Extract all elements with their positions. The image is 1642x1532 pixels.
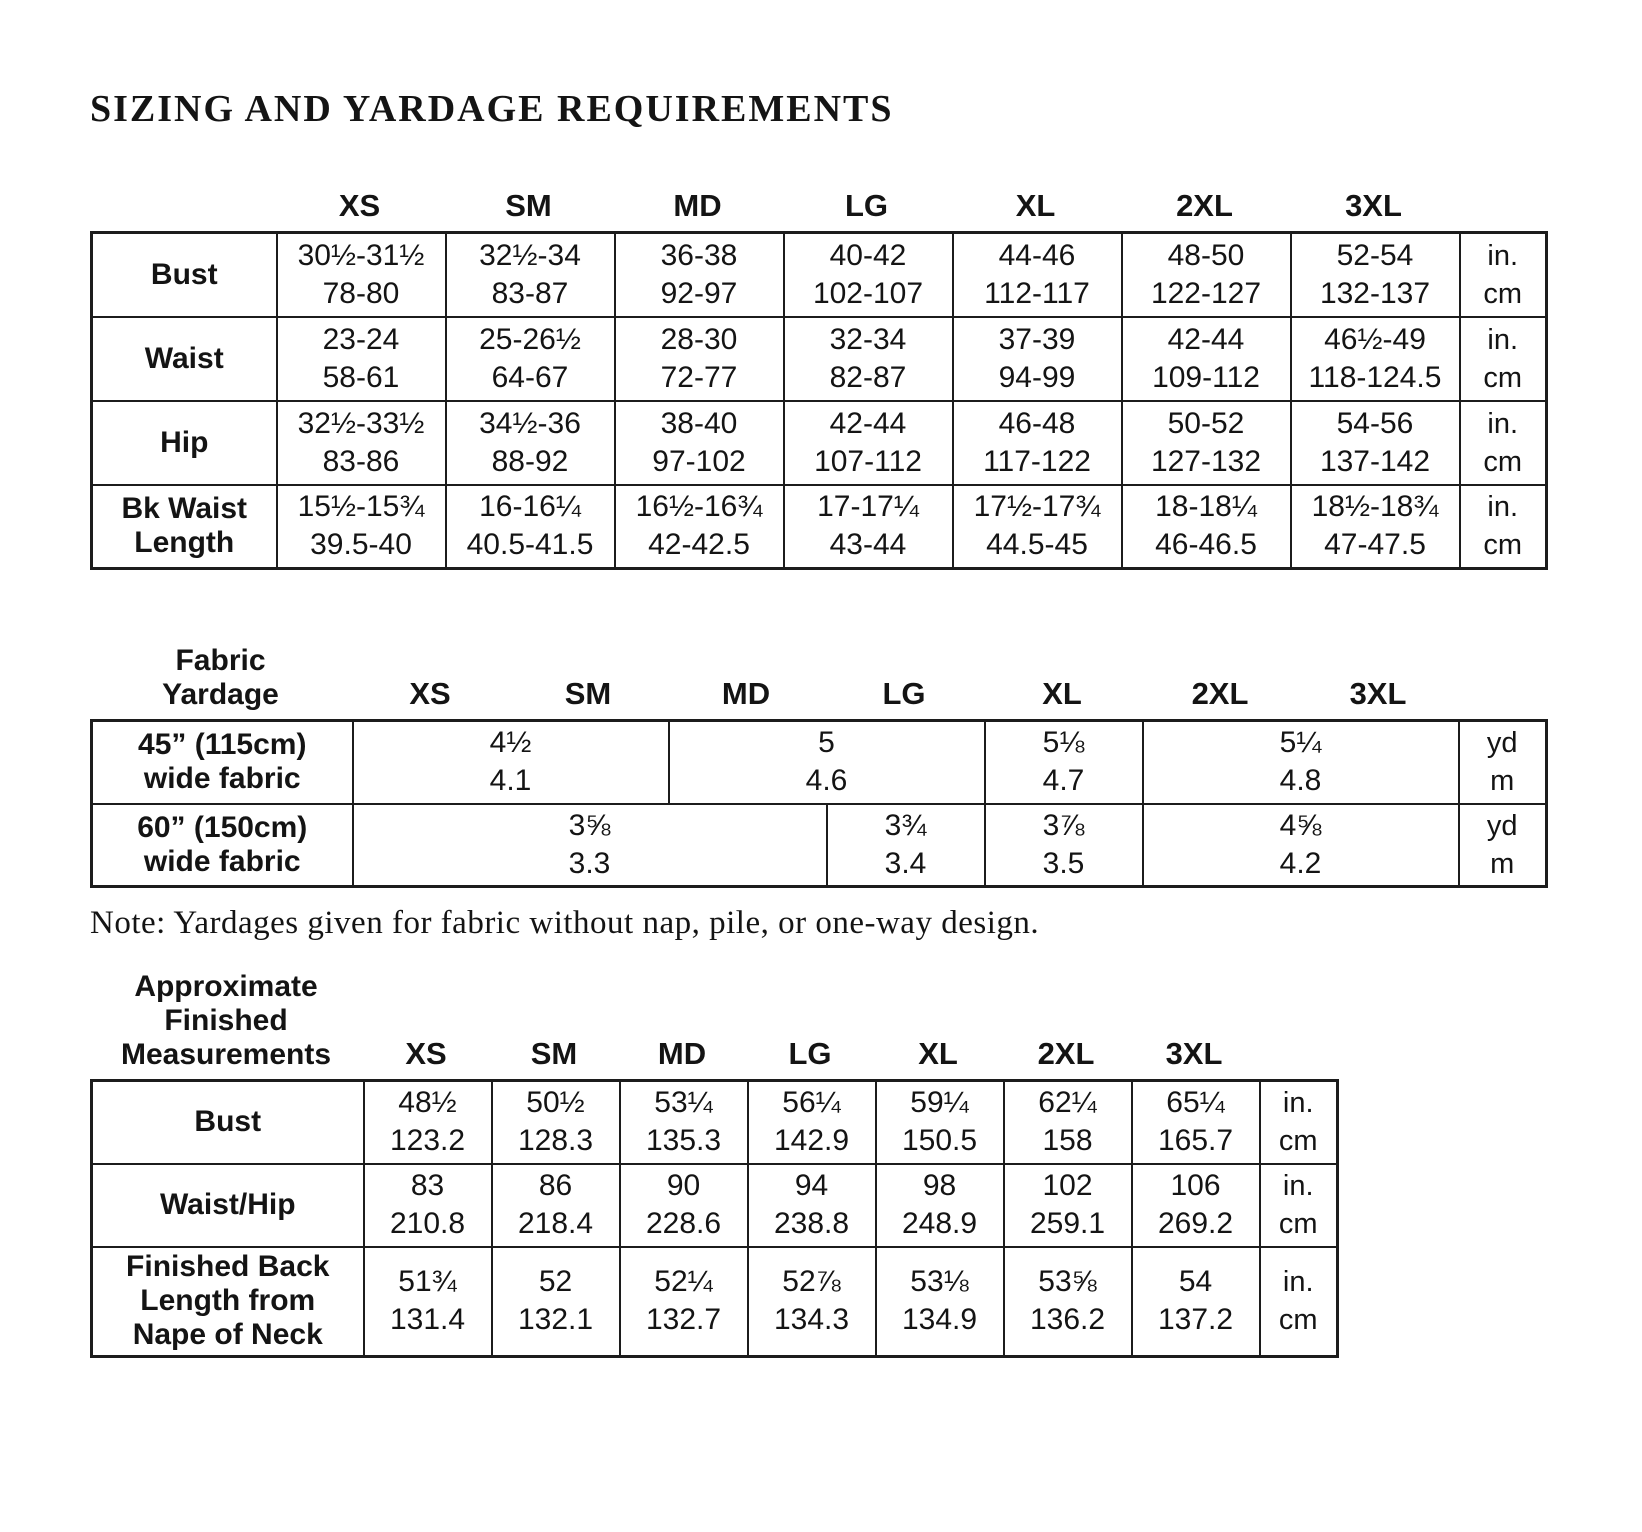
units-header-spacer [1457, 712, 1545, 719]
row-label-cell [92, 1081, 364, 1164]
value-meters: 3.3 [568, 846, 611, 880]
finished-measurements-table [90, 970, 1642, 1358]
value-cm: 135.3 [645, 1124, 722, 1158]
value-cm: 165.7 [1157, 1124, 1234, 1158]
value-cm: 43-44 [829, 528, 907, 562]
value-yards: 4½ [489, 726, 532, 760]
value-inches: 15½-15¾ [297, 490, 425, 524]
row-label-cell [92, 1164, 364, 1247]
value-inches: 50½ [526, 1086, 585, 1120]
value-inches: 50-52 [1167, 406, 1245, 440]
unit-metric: cm [1483, 361, 1523, 394]
units-cell [1460, 233, 1547, 317]
corner-label-line: Finished [164, 1004, 288, 1037]
body-size-header-row [90, 188, 1642, 231]
unit-metric: cm [1278, 1125, 1318, 1158]
value-yards: 5 [818, 726, 835, 760]
unit-metric: cm [1483, 529, 1523, 562]
unit-primary: in. [1487, 239, 1519, 272]
value-inches: 54-56 [1336, 406, 1414, 440]
value-inches: 53¼ [654, 1086, 713, 1120]
size-header: 2XL [1191, 676, 1249, 711]
value-inches: 106 [1170, 1169, 1221, 1202]
value-inches: 18-18¼ [1155, 490, 1257, 524]
value-cell [784, 317, 953, 401]
value-cell [620, 1164, 748, 1247]
value-cm: 117-122 [983, 444, 1091, 478]
value-cell [1004, 1247, 1132, 1357]
value-cm: 158 [1042, 1124, 1093, 1158]
value-inches: 17-17¼ [817, 490, 919, 524]
value-cell [1291, 401, 1460, 485]
value-inches: 44-46 [998, 238, 1076, 272]
size-header: 2XL [1176, 188, 1233, 223]
value-meters: 4.7 [1042, 764, 1085, 798]
finished-size-header-row [90, 970, 1642, 1079]
yardage-value-cell [827, 804, 985, 887]
value-cm: 128.3 [517, 1124, 594, 1158]
value-cm: 259.1 [1029, 1207, 1106, 1240]
yardage-value-cell [1143, 804, 1459, 887]
table-row [92, 721, 1547, 804]
value-meters: 4.1 [489, 764, 532, 798]
yardage-value-cell [985, 721, 1143, 804]
value-cm: 131.4 [389, 1303, 466, 1337]
size-header: XS [405, 1036, 447, 1071]
value-cell [615, 401, 784, 485]
value-inches: 23-24 [322, 322, 400, 356]
value-cm: 39.5-40 [310, 528, 412, 562]
value-inches: 32½-34 [479, 238, 581, 272]
value-cell [1291, 485, 1460, 569]
body-measurements-grid [90, 231, 1548, 570]
value-cell [953, 485, 1122, 569]
value-cm: 107-112 [814, 444, 922, 478]
value-cm: 134.9 [901, 1303, 978, 1337]
value-cm: 132.1 [517, 1303, 594, 1337]
table-row [92, 1164, 1338, 1247]
size-header: LG [882, 676, 926, 711]
row-label-cell [92, 485, 277, 569]
value-inches: 42-44 [1167, 322, 1245, 356]
size-header: LG [788, 1036, 832, 1071]
value-cell [492, 1247, 620, 1357]
value-cell [953, 317, 1122, 401]
unit-primary: yd [1486, 727, 1518, 760]
unit-metric: cm [1278, 1208, 1318, 1240]
value-cm: 82-87 [829, 360, 907, 394]
value-cell [876, 1164, 1004, 1247]
table-corner-label [90, 644, 351, 719]
value-inches: 48-50 [1167, 238, 1245, 272]
value-cm: 78-80 [322, 276, 400, 310]
yardage-value-cell [1143, 721, 1459, 804]
value-cell [876, 1247, 1004, 1357]
value-inches: 54 [1178, 1265, 1213, 1299]
row-label-line: wide fabric [143, 762, 301, 796]
row-label-line: Waist [144, 341, 224, 375]
value-cell [364, 1164, 492, 1247]
value-cell [277, 317, 446, 401]
value-inches: 98 [922, 1169, 957, 1202]
unit-metric: cm [1483, 277, 1523, 310]
value-cell [615, 317, 784, 401]
units-cell [1459, 804, 1547, 887]
table-corner-label [90, 224, 275, 231]
size-header: SM [564, 676, 612, 711]
value-cell [446, 233, 615, 317]
value-cm: 134.3 [773, 1303, 850, 1337]
value-cell [1122, 485, 1291, 569]
value-inches: 90 [666, 1169, 701, 1202]
unit-primary: in. [1487, 407, 1519, 440]
value-cell [446, 317, 615, 401]
value-cell [953, 401, 1122, 485]
corner-label-line: Fabric [175, 644, 266, 677]
value-cm: 94-99 [998, 360, 1076, 394]
value-inches: 34½-36 [479, 406, 581, 440]
size-header: XS [338, 188, 381, 223]
value-inches: 53⅛ [910, 1265, 969, 1299]
value-inches: 17½-17¾ [973, 490, 1101, 524]
size-header: 2XL [1037, 1036, 1095, 1071]
value-inches: 65¼ [1166, 1086, 1225, 1120]
value-inches: 86 [538, 1169, 573, 1202]
value-cm: 132-137 [1319, 276, 1431, 310]
value-cm: 112-117 [984, 276, 1090, 310]
units-header-spacer [1458, 224, 1545, 231]
value-cm: 64-67 [491, 360, 569, 394]
value-inches: 56¼ [782, 1086, 841, 1120]
value-cell [446, 401, 615, 485]
value-cell [615, 233, 784, 317]
table-row [92, 233, 1547, 317]
value-inches: 52⅞ [782, 1265, 841, 1299]
row-label-line: Bust [194, 1105, 262, 1139]
units-cell [1460, 485, 1547, 569]
value-inches: 48½ [398, 1086, 457, 1120]
value-cm: 137-142 [1319, 444, 1431, 478]
value-cell [364, 1081, 492, 1164]
value-cm: 118-124.5 [1308, 360, 1442, 394]
value-cm: 88-92 [491, 444, 569, 478]
value-yards: 4⅝ [1279, 808, 1322, 842]
value-cell [784, 485, 953, 569]
value-cm: 44.5-45 [986, 528, 1088, 562]
value-cell [277, 401, 446, 485]
table-row [92, 1081, 1338, 1164]
value-inches: 16-16¼ [479, 490, 581, 524]
table-row [92, 485, 1547, 569]
yardage-value-cell [353, 804, 827, 887]
value-inches: 40-42 [829, 238, 907, 272]
value-cell [492, 1164, 620, 1247]
value-inches: 25-26½ [479, 322, 581, 356]
row-label-line: Bust [150, 257, 218, 291]
fabric-yardage-grid [90, 719, 1548, 888]
row-label-line: Hip [160, 425, 209, 459]
row-label-cell [92, 233, 277, 317]
value-cm: 40.5-41.5 [466, 528, 594, 562]
value-cell [277, 233, 446, 317]
corner-label-lines [90, 970, 362, 1072]
fabric-yardage-table [90, 644, 1642, 888]
value-cm: 102-107 [812, 276, 924, 310]
value-cm: 109-112 [1152, 360, 1260, 394]
value-cm: 127-132 [1150, 444, 1262, 478]
size-header: SM [505, 188, 552, 223]
row-label-cell [92, 721, 353, 804]
table-corner-label [90, 970, 362, 1079]
value-inches: 16½-16¾ [635, 490, 763, 524]
value-meters: 3.4 [884, 846, 927, 880]
size-header: SM [530, 1036, 578, 1071]
value-cm: 238.8 [773, 1207, 850, 1240]
value-inches: 52¼ [654, 1265, 713, 1299]
unit-primary: yd [1486, 809, 1518, 842]
value-meters: 3.5 [1042, 846, 1085, 880]
value-inches: 52-54 [1336, 238, 1414, 272]
value-inches: 94 [794, 1169, 829, 1202]
value-cell [748, 1081, 876, 1164]
value-cell [1132, 1164, 1260, 1247]
unit-primary: in. [1282, 1087, 1314, 1120]
value-cm: 248.9 [901, 1207, 978, 1240]
value-cm: 72-77 [660, 360, 738, 394]
value-inches: 30½-31½ [297, 238, 425, 272]
value-cm: 142.9 [773, 1124, 850, 1158]
value-meters: 4.6 [805, 764, 848, 798]
value-cell [1004, 1081, 1132, 1164]
row-label-line: Length [134, 526, 235, 560]
value-cm: 228.6 [645, 1207, 722, 1240]
value-cm: 47-47.5 [1324, 528, 1426, 562]
value-cm: 218.4 [517, 1207, 594, 1240]
value-cm: 122-127 [1150, 276, 1262, 310]
value-cell [953, 233, 1122, 317]
value-cell [446, 485, 615, 569]
yardage-size-header-row [90, 644, 1642, 719]
table-row [92, 317, 1547, 401]
unit-metric: cm [1483, 445, 1523, 478]
value-yards: 5¼ [1279, 726, 1322, 760]
yardage-note: Note: Yardages given for fabric without nap, pile, or one-way design. [90, 905, 1040, 941]
value-cell [620, 1081, 748, 1164]
row-label-line: Nape of Neck [132, 1318, 323, 1352]
corner-label-line: Approximate [134, 970, 318, 1003]
table-row [92, 401, 1547, 485]
value-cell [615, 485, 784, 569]
row-label-line: Length from [140, 1284, 316, 1318]
value-inches: 83 [410, 1169, 445, 1202]
units-cell [1460, 401, 1547, 485]
value-cell [1132, 1081, 1260, 1164]
value-cm: 136.2 [1029, 1303, 1106, 1337]
row-label-cell [92, 401, 277, 485]
value-inches: 37-39 [998, 322, 1076, 356]
value-cell [1122, 401, 1291, 485]
row-label-line: Waist/Hip [159, 1188, 296, 1221]
value-cell [1004, 1164, 1132, 1247]
yardage-value-cell [669, 721, 985, 804]
units-cell [1260, 1247, 1338, 1357]
value-inches: 32½-33½ [297, 406, 425, 440]
value-cm: 42-42.5 [648, 528, 750, 562]
unit-metric: cm [1278, 1304, 1318, 1337]
row-label-line: 45” (115cm) [138, 728, 307, 762]
value-cm: 132.7 [645, 1303, 722, 1337]
value-inches: 51¾ [398, 1265, 457, 1299]
value-cell [277, 485, 446, 569]
size-header: 3XL [1345, 188, 1402, 223]
value-cm: 150.5 [901, 1124, 978, 1158]
value-inches: 59¼ [910, 1086, 969, 1120]
size-header: MD [673, 188, 722, 223]
unit-primary: in. [1487, 323, 1519, 356]
size-header: MD [657, 1036, 707, 1071]
row-label-cell [92, 317, 277, 401]
value-cell [364, 1247, 492, 1357]
unit-primary: in. [1282, 1170, 1314, 1202]
value-inches: 102 [1042, 1169, 1093, 1202]
value-cm: 269.2 [1157, 1207, 1234, 1240]
value-cm: 83-87 [491, 276, 569, 310]
value-cell [1291, 233, 1460, 317]
size-header: XS [409, 676, 451, 711]
yardage-value-cell [353, 721, 669, 804]
value-yards: 3⅞ [1042, 808, 1085, 842]
value-inches: 46-48 [998, 406, 1076, 440]
value-cm: 137.2 [1157, 1303, 1234, 1337]
page-title: SIZING AND YARDAGE REQUIREMENTS [90, 88, 894, 130]
value-yards: 3¾ [884, 808, 927, 842]
value-cell [784, 233, 953, 317]
value-meters: 4.8 [1279, 764, 1322, 798]
value-cell [1122, 317, 1291, 401]
value-cm: 58-61 [322, 360, 400, 394]
corner-label-line: Yardage [162, 678, 279, 711]
row-label-line: 60” (150cm) [137, 810, 308, 844]
value-cell [748, 1247, 876, 1357]
unit-primary: in. [1487, 491, 1519, 524]
units-cell [1459, 721, 1547, 804]
table-row [92, 804, 1547, 887]
value-cm: 46-46.5 [1155, 528, 1257, 562]
size-header: XL [1015, 188, 1056, 223]
finished-measurements-grid [90, 1079, 1339, 1358]
value-cell [784, 401, 953, 485]
value-inches: 42-44 [829, 406, 907, 440]
yardage-value-cell [985, 804, 1143, 887]
size-header: 3XL [1165, 1036, 1223, 1071]
value-inches: 53⅝ [1038, 1265, 1097, 1299]
value-inches: 38-40 [660, 406, 738, 440]
value-yards: 5⅛ [1042, 726, 1085, 760]
value-meters: 4.2 [1279, 846, 1322, 880]
value-cm: 97-102 [652, 444, 746, 478]
value-cm: 92-97 [660, 276, 738, 310]
value-cm: 83-86 [322, 444, 400, 478]
unit-metric: m [1490, 765, 1515, 798]
value-inches: 46½-49 [1324, 322, 1426, 356]
size-header: MD [721, 676, 771, 711]
value-inches: 18½-18¾ [1311, 490, 1439, 524]
value-cell [876, 1081, 1004, 1164]
value-yards: 3⅝ [568, 808, 611, 842]
value-cell [1291, 317, 1460, 401]
body-measurements-table [90, 188, 1642, 570]
value-inches: 28-30 [660, 322, 738, 356]
size-header: LG [844, 188, 889, 223]
value-inches: 62¼ [1038, 1086, 1097, 1120]
value-cm: 210.8 [389, 1207, 466, 1240]
units-cell [1260, 1081, 1338, 1164]
unit-metric: m [1490, 847, 1515, 880]
unit-primary: in. [1282, 1266, 1314, 1299]
row-label-line: wide fabric [143, 844, 301, 878]
value-inches: 52 [538, 1265, 573, 1299]
corner-label-lines [90, 644, 351, 712]
units-header-spacer [1258, 1072, 1336, 1079]
value-inches: 36-38 [660, 238, 738, 272]
size-header: XL [918, 1036, 958, 1071]
row-label-cell [92, 1247, 364, 1357]
row-label-line: Bk Waist [121, 492, 248, 526]
size-header: 3XL [1349, 676, 1407, 711]
value-cell [748, 1164, 876, 1247]
value-cell [620, 1247, 748, 1357]
value-cell [1132, 1247, 1260, 1357]
value-cell [492, 1081, 620, 1164]
value-inches: 32-34 [829, 322, 907, 356]
row-label-line: Finished Back [126, 1250, 330, 1284]
row-label-cell [92, 804, 353, 887]
corner-label-line: Measurements [120, 1038, 332, 1071]
table-row [92, 1247, 1338, 1357]
units-cell [1260, 1164, 1338, 1247]
value-cell [1122, 233, 1291, 317]
units-cell [1460, 317, 1547, 401]
value-cm: 123.2 [389, 1124, 466, 1158]
size-header: XL [1042, 676, 1082, 711]
